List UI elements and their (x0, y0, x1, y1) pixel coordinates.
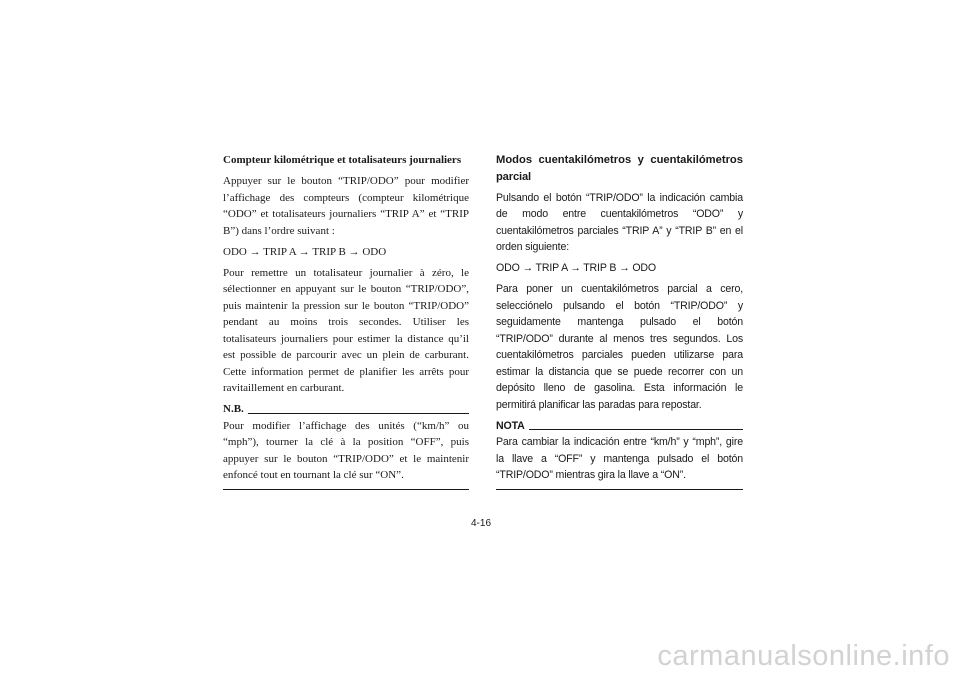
french-note-rule (248, 413, 469, 414)
french-note-header (223, 401, 469, 418)
spanish-note-text: Para cambiar la indicación entre “km/h” y “mph”, gire la llave a “OFF” y mantenga pulsado el botón “TRIP/ODO” mientras gira la llave a “ON”. (496, 436, 743, 481)
french-note-end-rule (223, 489, 469, 490)
spanish-heading-line-2: parcial (496, 170, 532, 183)
french-heading: Compteur kilométrique et totalisateurs journaliers (223, 154, 462, 166)
spanish-paragraph-1: Pulsando el botón “TRIP/ODO” la indicación cambia de modo entre cuentakilómetros “ODO” y cuentakilómetros parciales “TRIP A” y “TRIP B” en el orden siguiente: (496, 191, 743, 253)
spanish-note-rule (529, 429, 743, 430)
watermark: carmanualsonline.info (657, 640, 950, 672)
spanish-heading-line-1: Modos cuentakilómetros y cuentakilómetros (496, 154, 743, 166)
page-number: 4-16 (471, 518, 492, 529)
french-column (223, 152, 469, 490)
spanish-note-label: NOTA (496, 419, 525, 432)
french-note-text: Pour modifier l’affichage des unités (“km/h” ou “mph”), tourner la clé à la position “OFF”, puis appuyer sur le bouton “TRIP/ODO” et le maintenir enfoncé tout en tournant la clé sur “ON”. (223, 419, 469, 481)
spanish-sequence: ODO → TRIP A → TRIP B → ODO (496, 262, 656, 274)
french-note-label: N.B. (223, 403, 244, 415)
spanish-column (496, 152, 743, 490)
spanish-note-end-rule (496, 489, 743, 490)
spanish-note-header (496, 418, 743, 435)
spanish-paragraph-2: Para poner un cuentakilómetros parcial a cero, selecciónelo pulsando el botón “TRIP/ODO” y seguidamente mantenga pulsado el botón “TRIP/ODO” durante al menos tres segundos. Los cuentakilómetros parciales pueden utilizarse para estimar la distancia que se puede recorrer con un depósito lleno de gasolina. Esta información le permitirá planificar las paradas para repostar. (496, 283, 743, 411)
french-sequence: ODO → TRIP A → TRIP B → ODO (223, 245, 387, 258)
french-paragraph-1: Appuyer sur le bouton “TRIP/ODO” pour modifier l’affichage des compteurs (compteur kilométrique “ODO” et totalisateurs journaliers “TRIP A” et “TRIP B”) dans l’ordre suivant : (223, 175, 469, 237)
french-paragraph-2: Pour remettre un totalisateur journalier à zéro, le sélectionner en appuyant sur le bouton “TRIP/ODO”, puis maintenir la pression sur le bouton “TRIP/ODO” pendant au moins trois secondes. Utiliser les totalisateurs journaliers pour estimer la distance qu’il est possible de parcourir avec un plein de carburant. Cette information permet de planifier les arrêts pour ravitaillement en carburant. (223, 266, 469, 394)
